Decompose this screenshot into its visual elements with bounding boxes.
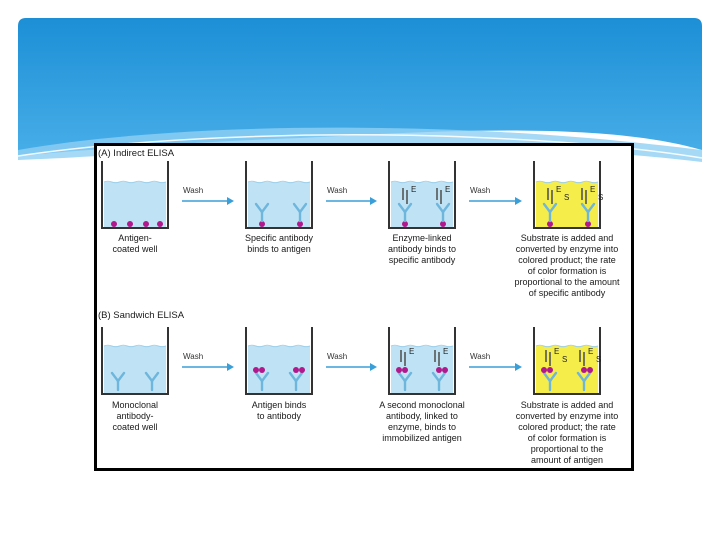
caption-line: of specific antibody [528, 288, 606, 298]
enzyme-label: E [443, 347, 449, 356]
arrow-head [515, 197, 522, 205]
caption-line: antibody binds to [387, 244, 457, 254]
caption-line: Specific antibody [244, 233, 314, 243]
antigen-dot-icon [143, 221, 149, 227]
elisa-section-sandwich [102, 327, 601, 394]
antigen-dot-icon [396, 367, 402, 373]
caption-line: to antibody [256, 411, 302, 421]
caption-line: of color formation is [527, 266, 607, 276]
caption-line: coated well [112, 422, 158, 432]
caption-line: coated well [112, 244, 158, 254]
caption-line: amount of antigen [530, 455, 604, 465]
caption-line: colored product; the rate [518, 255, 616, 265]
wash-arrow [326, 363, 377, 371]
enzyme-label: E [554, 347, 560, 356]
well-1 [102, 161, 168, 228]
antigen-dot-icon [259, 367, 265, 373]
antigen-dot-icon [436, 367, 442, 373]
caption-line: specific antibody [388, 255, 456, 265]
caption-line: Antigen binds [251, 400, 307, 410]
caption-line: converted by enzyme into [515, 411, 619, 421]
wash-label: Wash [470, 352, 491, 361]
wash-arrow [182, 363, 234, 371]
antigen-dot-icon [587, 367, 593, 373]
caption-line: Substrate is added and [520, 400, 614, 410]
enzyme-label: E [556, 185, 562, 194]
caption-line: converted by enzyme into [515, 244, 619, 254]
well-4 [534, 161, 603, 228]
substrate-label: S [564, 193, 570, 202]
well-1 [102, 327, 168, 394]
wash-label: Wash [327, 352, 348, 361]
antigen-dot-icon [581, 367, 587, 373]
elisa-diagram [97, 146, 631, 468]
antigen-dot-icon [111, 221, 117, 227]
caption-line: colored product; the rate [518, 422, 616, 432]
arrow-head [370, 363, 377, 371]
caption-line: Antigen- [118, 233, 152, 243]
antigen-dot-icon [299, 367, 305, 373]
well-3 [389, 161, 455, 228]
arrow-head [370, 197, 377, 205]
caption-line: antibody, linked to [386, 411, 458, 421]
enzyme-label: E [590, 185, 596, 194]
antigen-dot-icon [157, 221, 163, 227]
well-liquid [104, 346, 166, 394]
wash-arrow [182, 197, 234, 205]
antigen-dot-icon [253, 367, 259, 373]
section-title: (B) Sandwich ELISA [98, 310, 185, 321]
section-title: (A) Indirect ELISA [98, 148, 175, 159]
wash-label: Wash [183, 186, 204, 195]
well-3 [389, 327, 455, 394]
caption-line: A second monoclonal [379, 400, 465, 410]
caption-line: proportional to the [530, 444, 604, 454]
arrow-head [227, 197, 234, 205]
antigen-dot-icon [402, 367, 408, 373]
wash-label: Wash [470, 186, 491, 195]
well-4 [534, 327, 601, 394]
well-2 [246, 161, 312, 228]
antigen-dot-icon [127, 221, 133, 227]
enzyme-label: E [588, 347, 594, 356]
caption-line: Substrate is added and [520, 233, 614, 243]
wash-arrow [326, 197, 377, 205]
enzyme-label: E [445, 185, 451, 194]
substrate-label: S [596, 355, 602, 364]
elisa-section-indirect [102, 161, 603, 228]
caption-line: Monoclonal [111, 400, 159, 410]
well-2 [246, 327, 312, 394]
caption-line: of color formation is [527, 433, 607, 443]
antigen-dot-icon [541, 367, 547, 373]
antigen-dot-icon [442, 367, 448, 373]
caption-line: immobilized antigen [382, 433, 462, 443]
arrow-head [227, 363, 234, 371]
caption-line: Enzyme-linked [392, 233, 452, 243]
elisa-figure [94, 143, 634, 471]
caption-line: binds to antigen [247, 244, 311, 254]
caption-line: antibody- [116, 411, 154, 421]
antigen-dot-icon [547, 367, 553, 373]
substrate-label: S [598, 193, 604, 202]
caption-line: proportional to the amount [514, 277, 620, 287]
wash-label: Wash [183, 352, 204, 361]
wash-arrow [469, 197, 522, 205]
wash-label: Wash [327, 186, 348, 195]
arrow-head [515, 363, 522, 371]
caption-line: enzyme, binds to [387, 422, 457, 432]
antigen-dot-icon [293, 367, 299, 373]
enzyme-label: E [409, 347, 415, 356]
enzyme-label: E [411, 185, 417, 194]
substrate-label: S [562, 355, 568, 364]
wash-arrow [469, 363, 522, 371]
